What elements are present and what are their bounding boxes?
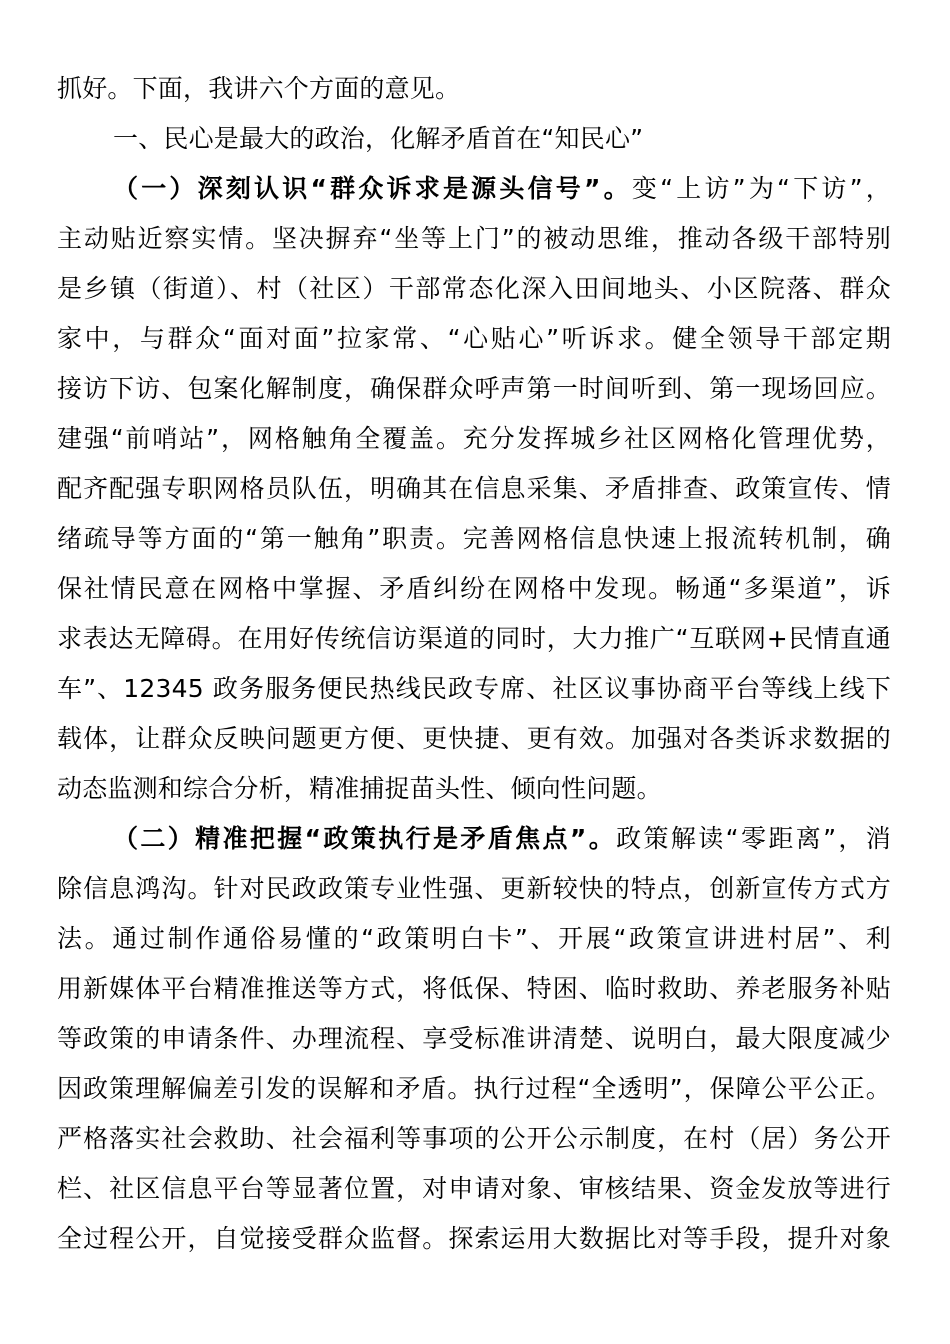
text-line: 等政策的申请条件、办理流程、享受标准讲清楚、说明白，最大限度减少	[57, 1024, 891, 1053]
text-line: 栏、社区信息平台等显著位置，对申请对象、审核结果、资金发放等进行	[57, 1174, 891, 1203]
text-line: 法。通过制作通俗易懂的“政策明白卡”、开展“政策宣讲进村居”、利	[57, 924, 891, 953]
text-line: 严格落实社会救助、社会福利等事项的公开公示制度，在村（居）务公开	[57, 1124, 891, 1153]
text-line: 因政策理解偏差引发的误解和矛盾。执行过程“全透明”，保障公平公正。	[57, 1074, 891, 1103]
text-line: 求表达无障碍。在用好传统信访渠道的同时，大力推广“互联网+民情直通	[57, 624, 891, 653]
text-line: 用新媒体平台精准推送等方式，将低保、特困、临时救助、养老服务补贴	[57, 974, 891, 1003]
document-page	[57, 64, 891, 1264]
text-line: 建强“前哨站”，网格触角全覆盖。充分发挥城乡社区网格化管理优势，	[57, 424, 891, 453]
text-line: 车”、12345 政务服务便民热线民政专席、社区议事协商平台等线上线下	[57, 674, 891, 703]
text-line: 主动贴近察实情。坚决摒弃“坐等上门”的被动思维，推动各级干部特别	[57, 224, 891, 253]
text-line: 配齐配强专职网格员队伍，明确其在信息采集、矛盾排查、政策宣传、情	[57, 474, 891, 503]
text-line: 除信息鸿沟。针对民政政策专业性强、更新较快的特点，创新宣传方式方	[57, 874, 891, 903]
text-line: 动态监测和综合分析，精准捕捉苗头性、倾向性问题。	[57, 774, 662, 803]
section-heading: 一、民心是最大的政治，化解矛盾首在“知民心”	[113, 124, 644, 153]
text-line: 保社情民意在网格中掌握、矛盾纠纷在网格中发现。畅通“多渠道”，诉	[57, 574, 891, 603]
subsection-heading: （一）深刻认识“群众诉求是源头信号”。	[113, 174, 632, 203]
text-line: 抓好。下面，我讲六个方面的意见。	[57, 74, 461, 103]
text-line: 载体，让群众反映问题更方便、更快捷、更有效。加强对各类诉求数据的	[57, 724, 891, 753]
text-line: 家中，与群众“面对面”拉家常、“心贴心”听诉求。健全领导干部定期	[57, 324, 891, 353]
subsection-heading: （二）精准把握“政策执行是矛盾焦点”。	[113, 824, 617, 853]
text-line: 是乡镇（街道）、村（社区）干部常态化深入田间地头、小区院落、群众	[57, 274, 891, 303]
subsection-line	[57, 164, 891, 214]
text-line: 绪疏导等方面的“第一触角”职责。完善网格信息快速上报流转机制，确	[57, 524, 891, 553]
text-line: 全过程公开，自觉接受群众监督。探索运用大数据比对等手段，提升对象	[57, 1224, 891, 1253]
text-span: 变“上访”为“下访”，	[631, 174, 891, 203]
subsection-line	[57, 814, 891, 864]
text-line: 接访下访、包案化解制度，确保群众呼声第一时间听到、第一现场回应。	[57, 374, 891, 403]
text-span: 政策解读“零距离”，消	[616, 824, 891, 853]
